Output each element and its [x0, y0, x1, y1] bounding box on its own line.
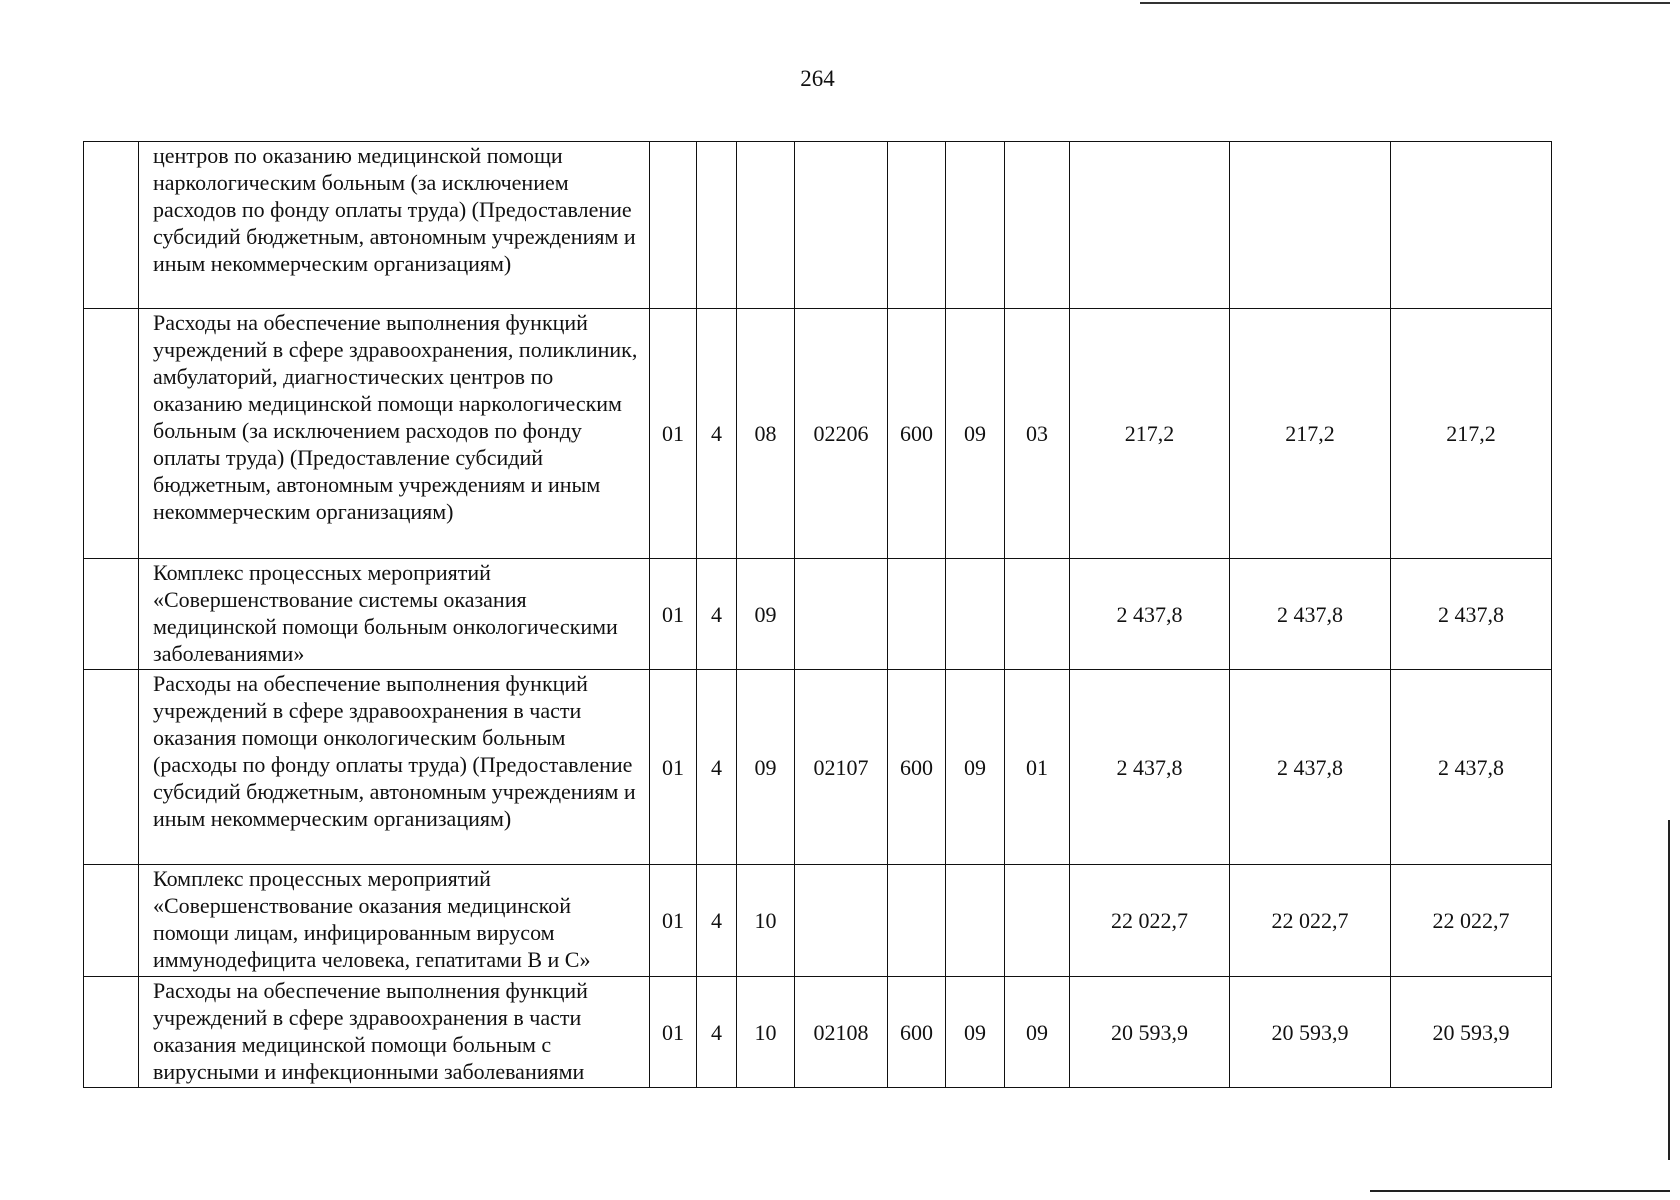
scan-artifact-top-line [1140, 2, 1670, 4]
section-cell [946, 865, 1005, 977]
program-code-cell: 01 [650, 977, 697, 1088]
block-code-cell: 10 [737, 977, 795, 1088]
amount-year3-cell: 20 593,9 [1391, 977, 1552, 1088]
direction-code-cell [795, 142, 888, 309]
description-cell: Комплекс процессных мероприятий «Совершенствование системы оказания медицинской помощи больным онкологическими заболеваниями» [139, 559, 650, 670]
description-cell: Комплекс процессных мероприятий «Совершенствование оказания медицинской помощи лицам, инфицированным вирусом иммунодефицита человека, гепатитами В и С» [139, 865, 650, 977]
amount-year2-cell: 2 437,8 [1230, 559, 1391, 670]
section-cell: 09 [946, 309, 1005, 559]
row-number-cell [84, 309, 139, 559]
section-cell [946, 559, 1005, 670]
block-code-cell: 10 [737, 865, 795, 977]
amount-year1-cell [1070, 142, 1230, 309]
scan-artifact-bottom-line [1370, 1190, 1670, 1192]
table-row [84, 670, 1552, 865]
subsection-cell [1005, 865, 1070, 977]
amount-year3-cell: 2 437,8 [1391, 670, 1552, 865]
block-code-cell: 09 [737, 559, 795, 670]
table-row [84, 309, 1552, 559]
expense-type-cell: 600 [888, 670, 946, 865]
budget-table [83, 141, 1552, 1088]
subsection-cell [1005, 142, 1070, 309]
row-number-cell [84, 142, 139, 309]
direction-code-cell [795, 865, 888, 977]
section-cell [946, 142, 1005, 309]
program-code-cell: 01 [650, 865, 697, 977]
amount-year3-cell: 2 437,8 [1391, 559, 1552, 670]
program-code-cell: 01 [650, 559, 697, 670]
description-cell: Расходы на обеспечение выполнения функций учреждений в сфере здравоохранения в части оказания помощи онкологическим больным (расходы по фонду оплаты труда) (Предоставление субсидий бюджетным, автономным учреждениям и иным некоммерческим организациям) [139, 670, 650, 865]
amount-year1-cell: 20 593,9 [1070, 977, 1230, 1088]
direction-code-cell: 02107 [795, 670, 888, 865]
subprogram-code-cell: 4 [697, 865, 737, 977]
subprogram-code-cell: 4 [697, 670, 737, 865]
description-cell: Расходы на обеспечение выполнения функций учреждений в сфере здравоохранения в части оказания медицинской помощи больным с вирусными и инфекционными заболеваниями [139, 977, 650, 1088]
row-number-cell [84, 977, 139, 1088]
program-code-cell [650, 142, 697, 309]
amount-year1-cell: 2 437,8 [1070, 670, 1230, 865]
expense-type-cell [888, 559, 946, 670]
row-number-cell [84, 670, 139, 865]
table-row [84, 142, 1552, 309]
direction-code-cell [795, 559, 888, 670]
description-cell: Расходы на обеспечение выполнения функций учреждений в сфере здравоохранения, поликлиник, амбулаторий, диагностических центров по оказанию медицинской помощи наркологическим больным (за исключением расходов по фонду оплаты труда) (Предоставление субсидий бюджетным, автономным учреждениям и иным некоммерческим организациям) [139, 309, 650, 559]
description-cell: центров по оказанию медицинской помощи наркологическим больным (за исключением расходов по фонду оплаты труда) (Предоставление субсидий бюджетным, автономным учреждениям и иным некоммерческим организациям) [139, 142, 650, 309]
row-number-cell [84, 865, 139, 977]
amount-year2-cell [1230, 142, 1391, 309]
subsection-cell [1005, 559, 1070, 670]
expense-type-cell [888, 865, 946, 977]
subprogram-code-cell: 4 [697, 309, 737, 559]
page-number: 264 [800, 66, 835, 91]
expense-type-cell: 600 [888, 977, 946, 1088]
amount-year2-cell: 20 593,9 [1230, 977, 1391, 1088]
direction-code-cell: 02108 [795, 977, 888, 1088]
subsection-cell: 09 [1005, 977, 1070, 1088]
table-row [84, 865, 1552, 977]
table-row [84, 977, 1552, 1088]
expense-type-cell [888, 142, 946, 309]
direction-code-cell: 02206 [795, 309, 888, 559]
block-code-cell: 08 [737, 309, 795, 559]
subprogram-code-cell [697, 142, 737, 309]
program-code-cell: 01 [650, 670, 697, 865]
scan-artifact-right-line [1668, 820, 1670, 1160]
subsection-cell: 03 [1005, 309, 1070, 559]
amount-year2-cell: 217,2 [1230, 309, 1391, 559]
amount-year1-cell: 22 022,7 [1070, 865, 1230, 977]
expense-type-cell: 600 [888, 309, 946, 559]
table-row [84, 559, 1552, 670]
section-cell: 09 [946, 670, 1005, 865]
subsection-cell: 01 [1005, 670, 1070, 865]
row-number-cell [84, 559, 139, 670]
amount-year1-cell: 217,2 [1070, 309, 1230, 559]
amount-year2-cell: 22 022,7 [1230, 865, 1391, 977]
subprogram-code-cell: 4 [697, 977, 737, 1088]
block-code-cell [737, 142, 795, 309]
amount-year3-cell [1391, 142, 1552, 309]
amount-year3-cell: 22 022,7 [1391, 865, 1552, 977]
amount-year2-cell: 2 437,8 [1230, 670, 1391, 865]
section-cell: 09 [946, 977, 1005, 1088]
amount-year1-cell: 2 437,8 [1070, 559, 1230, 670]
subprogram-code-cell: 4 [697, 559, 737, 670]
block-code-cell: 09 [737, 670, 795, 865]
program-code-cell: 01 [650, 309, 697, 559]
amount-year3-cell: 217,2 [1391, 309, 1552, 559]
